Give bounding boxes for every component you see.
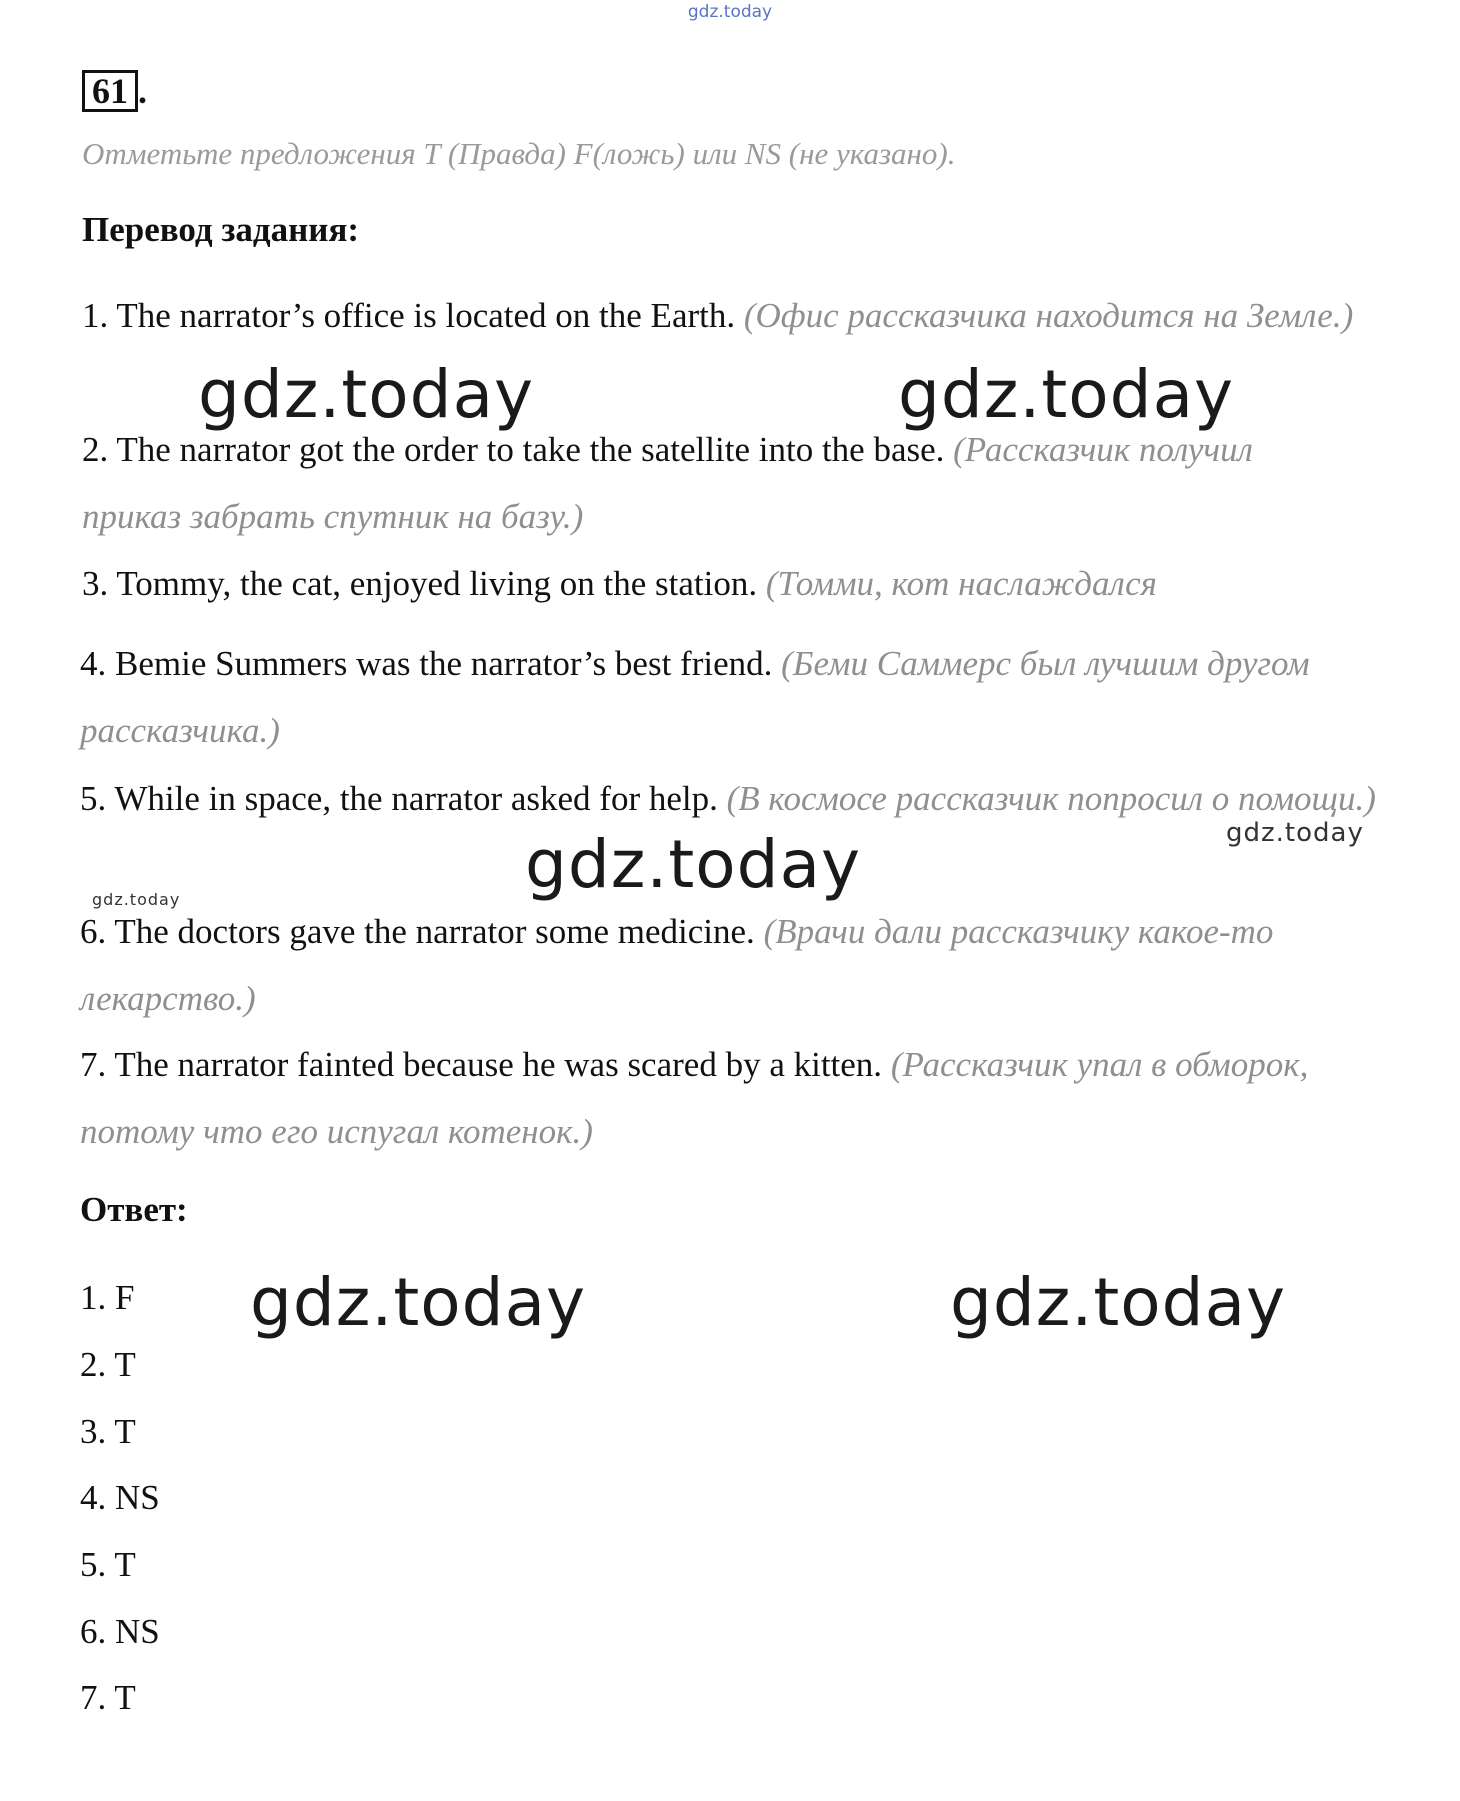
top-watermark: gdz.today [687,2,773,22]
translation-heading: Перевод задания: [82,210,360,249]
task-number-box: 61 [82,70,138,112]
statement-1 [82,282,1382,349]
statement-2 [82,416,1262,550]
watermark: gdz.today [250,1264,587,1341]
answer-7: 7. T [80,1678,136,1717]
statement-5 [80,765,1380,832]
statement-1-en: 1. The narrator’s office is located on the Earth. [82,296,736,335]
watermark: gdz.today [898,356,1235,433]
task-number-dot: . [138,71,147,111]
answer-6: 6. NS [80,1612,160,1651]
statement-1-ru: (Офис рассказчика находится на Земле.) [743,296,1354,335]
statement-5-ru: (В космосе рассказчик попросил о помощи.) [726,779,1376,818]
statement-7 [80,1031,1380,1165]
statement-2-ru: (Рассказчик получил приказ забрать спутник на базу.) [82,430,1253,536]
statement-2-en: 2. The narrator got the order to take the satellite into the base. [82,430,945,469]
statement-6-ru: (Врачи дали рассказчику какое-то лекарство.) [80,912,1274,1018]
statement-3-ru: (Томми, кот наслаждался [765,564,1157,603]
task-instruction: Отметьте предложения T (Правда) F(ложь) или NS (не указано). [82,136,956,171]
statement-4-en: 4. Bemie Summers was the narrator’s best friend. [80,644,773,683]
watermark: gdz.today [950,1264,1287,1341]
answer-heading: Ответ: [80,1190,188,1229]
watermark: gdz.today [525,826,862,903]
answer-2: 2. T [80,1345,136,1384]
watermark: gdz.today [92,890,181,909]
answer-4: 4. NS [80,1478,160,1517]
statement-3-en: 3. Tommy, the cat, enjoyed living on the station. [82,564,758,603]
statement-3 [82,550,1382,617]
answer-1: 1. F [80,1278,135,1317]
watermark: gdz.today [1226,818,1364,848]
statement-4 [80,630,1360,764]
statement-7-ru: (Рассказчик упал в обморок, потому что его испугал котенок.) [80,1045,1309,1151]
statement-5-en: 5. While in space, the narrator asked for help. [80,779,718,818]
statement-6-en: 6. The doctors gave the narrator some medicine. [80,912,755,951]
statement-7-en: 7. The narrator fainted because he was scared by a kitten. [80,1045,883,1084]
answer-5: 5. T [80,1545,136,1584]
answer-3: 3. T [80,1412,136,1451]
task-number [82,70,147,112]
watermark: gdz.today [198,356,535,433]
statement-4-ru: (Беми Саммерс был лучшим другом рассказчика.) [80,644,1310,750]
statement-6 [80,898,1380,1032]
